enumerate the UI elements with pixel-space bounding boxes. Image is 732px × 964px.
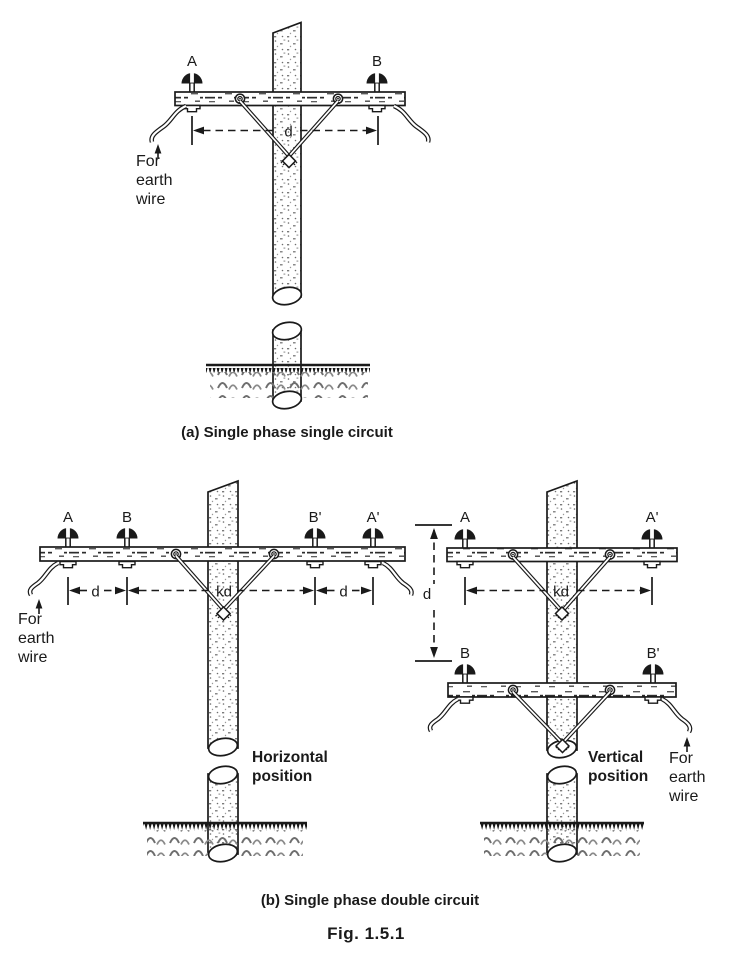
dim-label-kd: kd — [553, 583, 569, 601]
crossarm-top — [447, 548, 677, 562]
insulator-label-a-prime: A' — [366, 509, 380, 526]
clamp-bracket — [307, 562, 323, 568]
insulator-label-b: B — [121, 509, 133, 526]
clamp-bracket — [369, 106, 385, 112]
earth-wire-right — [662, 699, 690, 732]
pin-insulator-a-prime — [642, 529, 663, 548]
dim-label-d-left: d — [91, 583, 100, 601]
clamp-bracket — [645, 697, 661, 703]
earth-note-line3: wire — [669, 788, 699, 805]
clamp-bracket — [644, 562, 660, 568]
diagram-single-circuit — [135, 23, 428, 442]
pin-insulator-b — [117, 528, 138, 547]
earth-wire-right — [394, 106, 428, 142]
earth-note-line1: For — [136, 153, 160, 170]
earth-note-line2: earth — [18, 630, 55, 647]
captions — [261, 892, 479, 943]
insulator-label-b: B — [459, 645, 471, 662]
dim-label-kd: kd — [216, 583, 232, 601]
earth-wire-note — [135, 144, 172, 208]
insulator-label-a: A — [62, 509, 74, 526]
dim-label-d-right: d — [339, 583, 348, 601]
insulator-label-a: A — [459, 509, 471, 526]
pin-insulator-b-prime — [305, 528, 326, 547]
position-label-line1: Vertical — [588, 749, 644, 766]
pin-insulator-b — [455, 664, 476, 683]
dim-label-d: d — [422, 586, 432, 603]
clamp-bracket — [365, 562, 381, 568]
diagram-double-circuit-vertical — [415, 481, 705, 864]
earth-wire-left — [430, 699, 458, 731]
crossarm — [40, 547, 405, 561]
clamp-bracket — [60, 562, 76, 568]
earth-note-line2: earth — [669, 769, 706, 786]
pin-insulator-b — [367, 73, 388, 92]
dim-label-d: d — [284, 123, 293, 141]
earth-wire-left — [152, 106, 186, 142]
pin-insulator-b-prime — [643, 664, 664, 683]
caption-a: (a) Single phase single circuit — [181, 424, 393, 441]
earth-wire-note — [668, 737, 705, 805]
earth-note-line1: For — [669, 750, 693, 767]
earth-wire-note — [17, 599, 54, 666]
earth-wire-right — [383, 563, 412, 595]
clamp-bracket — [119, 562, 135, 568]
insulator-label-b: B — [371, 53, 383, 70]
crossarm-bottom — [448, 683, 676, 697]
diagram-double-circuit-horizontal — [17, 481, 412, 864]
pin-insulator-a — [455, 529, 476, 548]
earth-note-line2: earth — [136, 172, 173, 189]
clamp-bracket — [457, 697, 473, 703]
dimension-d-vertical — [415, 525, 452, 661]
position-label-line1: Horizontal — [252, 749, 328, 766]
pin-insulator-a — [58, 528, 79, 547]
crossarm — [175, 92, 405, 106]
earth-note-line3: wire — [18, 649, 48, 666]
pin-insulator-a — [182, 73, 203, 92]
insulator-label-a-prime: A' — [645, 509, 659, 526]
insulator-label-b-prime: B' — [646, 645, 660, 662]
clamp-bracket — [184, 106, 200, 112]
earth-wire-left — [30, 563, 58, 595]
clamp-bracket — [457, 562, 473, 568]
caption-b: (b) Single phase double circuit — [260, 892, 480, 909]
insulator-label-b-prime: B' — [308, 509, 322, 526]
position-label-line2: position — [252, 768, 313, 785]
earth-note-line1: For — [18, 611, 42, 628]
earth-note-line3: wire — [136, 191, 166, 208]
insulator-label-a: A — [186, 53, 198, 70]
figure-number: Fig. 1.5.1 — [327, 924, 405, 943]
position-label-line2: position — [588, 768, 649, 785]
pin-insulator-a-prime — [363, 528, 384, 547]
